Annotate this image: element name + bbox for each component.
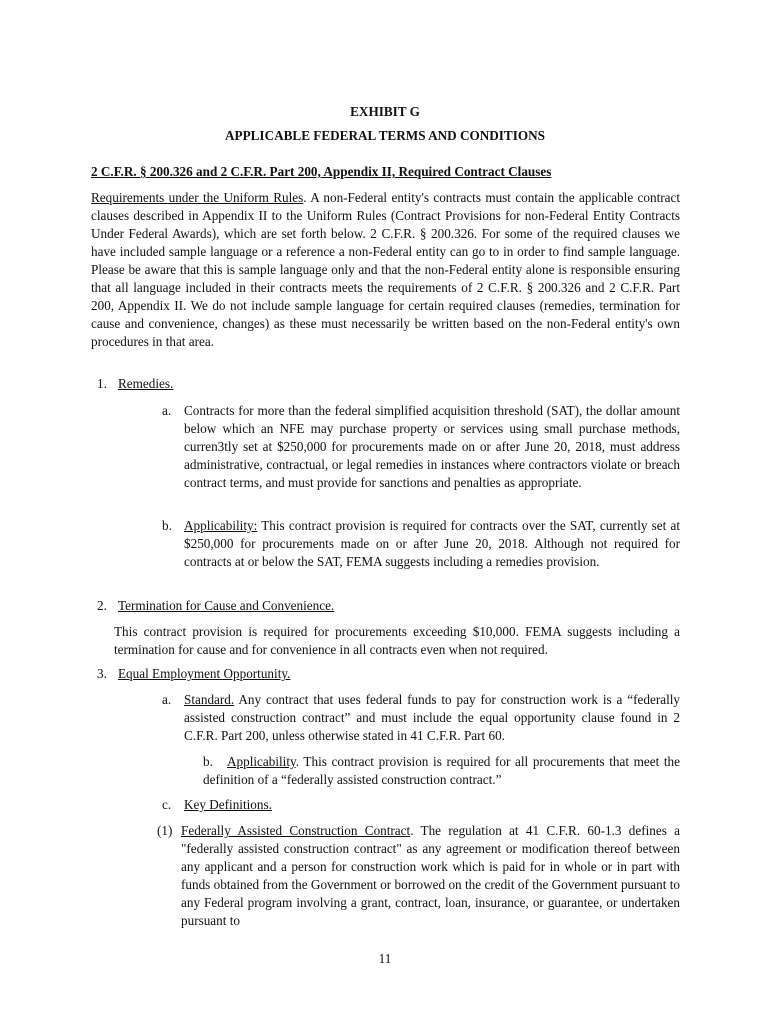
page-number: 11 bbox=[378, 951, 392, 966]
intro-lead: Requirements under the Uniform Rules bbox=[91, 190, 304, 205]
sub-lead: Standard. bbox=[184, 692, 235, 707]
sub-lead: Applicability bbox=[227, 754, 296, 769]
sub-text: This contract provision is required for contracts over the SAT, currently set at $250,000 for procurements made on or after June 20, 2018. Although not required for contracts at or below the SAT, FEMA suggests including a remedies provision. bbox=[184, 518, 680, 569]
definition-text: . The regulation at 41 C.F.R. 60-1.3 defines a "federally assisted construction contract" as any agreement or modification thereof between any applicant and a person for construction work which is paid for in whole or in part with funds obtained from the Government or borrowed on the credit of the Government pursuant to any Federal program involving a grant, contract, loan, insurance, or guarantee, or undertaken pursuant to bbox=[181, 823, 680, 928]
eeo-sub-c-lead: Key Definitions. bbox=[184, 797, 272, 812]
definition-marker: (1) bbox=[157, 823, 173, 838]
eeo-sub-b bbox=[203, 753, 680, 789]
termination-paragraph: This contract provision is required for procurements exceeding $10,000. FEMA suggests including a termination for cause and for convenience in all contracts even when not required. bbox=[114, 624, 680, 657]
item-heading-eeo: Equal Employment Opportunity. bbox=[118, 666, 291, 681]
item-heading-remedies: Remedies. bbox=[118, 376, 174, 391]
definition-lead: Federally Assisted Construction Contract bbox=[181, 823, 411, 838]
exhibit-label: EXHIBIT G bbox=[350, 104, 420, 119]
sub-marker: c. bbox=[162, 797, 172, 812]
definition-paragraph bbox=[181, 822, 680, 930]
item-heading-termination: Termination for Cause and Convenience. bbox=[118, 598, 335, 613]
sub-marker: a. bbox=[162, 692, 172, 707]
item-number: 3. bbox=[97, 666, 107, 681]
sub-marker: b. bbox=[203, 754, 213, 769]
sub-marker: a. bbox=[162, 403, 172, 418]
eeo-sub-a bbox=[184, 691, 680, 745]
sub-lead: Applicability: bbox=[184, 518, 258, 533]
intro-paragraph bbox=[91, 189, 680, 351]
section-heading: 2 C.F.R. § 200.326 and 2 C.F.R. Part 200, Appendix II, Required Contract Clauses bbox=[91, 164, 552, 179]
sub-text: Any contract that uses federal funds to pay for construction work is a “federally assisted construction contract” and must include the equal opportunity clause found in 2 C.F.R. Part 200, unless otherwise stated in 41 C.F.R. Part 60. bbox=[184, 692, 680, 743]
remedies-sub-b bbox=[184, 517, 680, 571]
remedies-sub-a bbox=[184, 402, 680, 492]
sub-marker: b. bbox=[162, 518, 172, 533]
item-number: 1. bbox=[97, 376, 107, 391]
item-number: 2. bbox=[97, 598, 107, 613]
sub-text: . This contract provision is required for all procurements that meet the definition of a “federally assisted construction contract.” bbox=[203, 754, 680, 787]
sub-text: Contracts for more than the federal simplified acquisition threshold (SAT), the dollar amount below which an NFE may purchase property or services using small purchase methods, curren3tly set at $250,000 for procurements made on or after June 20, 2018, must address administrative, contractual, or legal remedies in instances where contractors violate or breach contract terms, and must provide for sanctions and penalties as appropriate. bbox=[184, 403, 680, 490]
intro-text: . A non-Federal entity's contracts must contain the applicable contract clauses described in Appendix II to the Uniform Rules (Contract Provisions for non-Federal Entity Contracts Under Federal Awards), which are set forth below. 2 C.F.R. § 200.326. For some of the required clauses we have included sample language or a reference a non-Federal entity can go to in order to find sample language. Please be aware that this is sample language only and that the non-Federal entity alone is responsible ensuring that all language included in their contracts meets the requirements of 2 C.F.R. § 200.326 and 2 C.F.R. Part 200, Appendix II. We do not include sample language for certain required clauses (remedies, termination for cause and convenience, changes) as these must necessarily be written based on the non-Federal entity's own procedures in that area. bbox=[91, 190, 680, 349]
document-title: APPLICABLE FEDERAL TERMS AND CONDITIONS bbox=[225, 128, 545, 143]
